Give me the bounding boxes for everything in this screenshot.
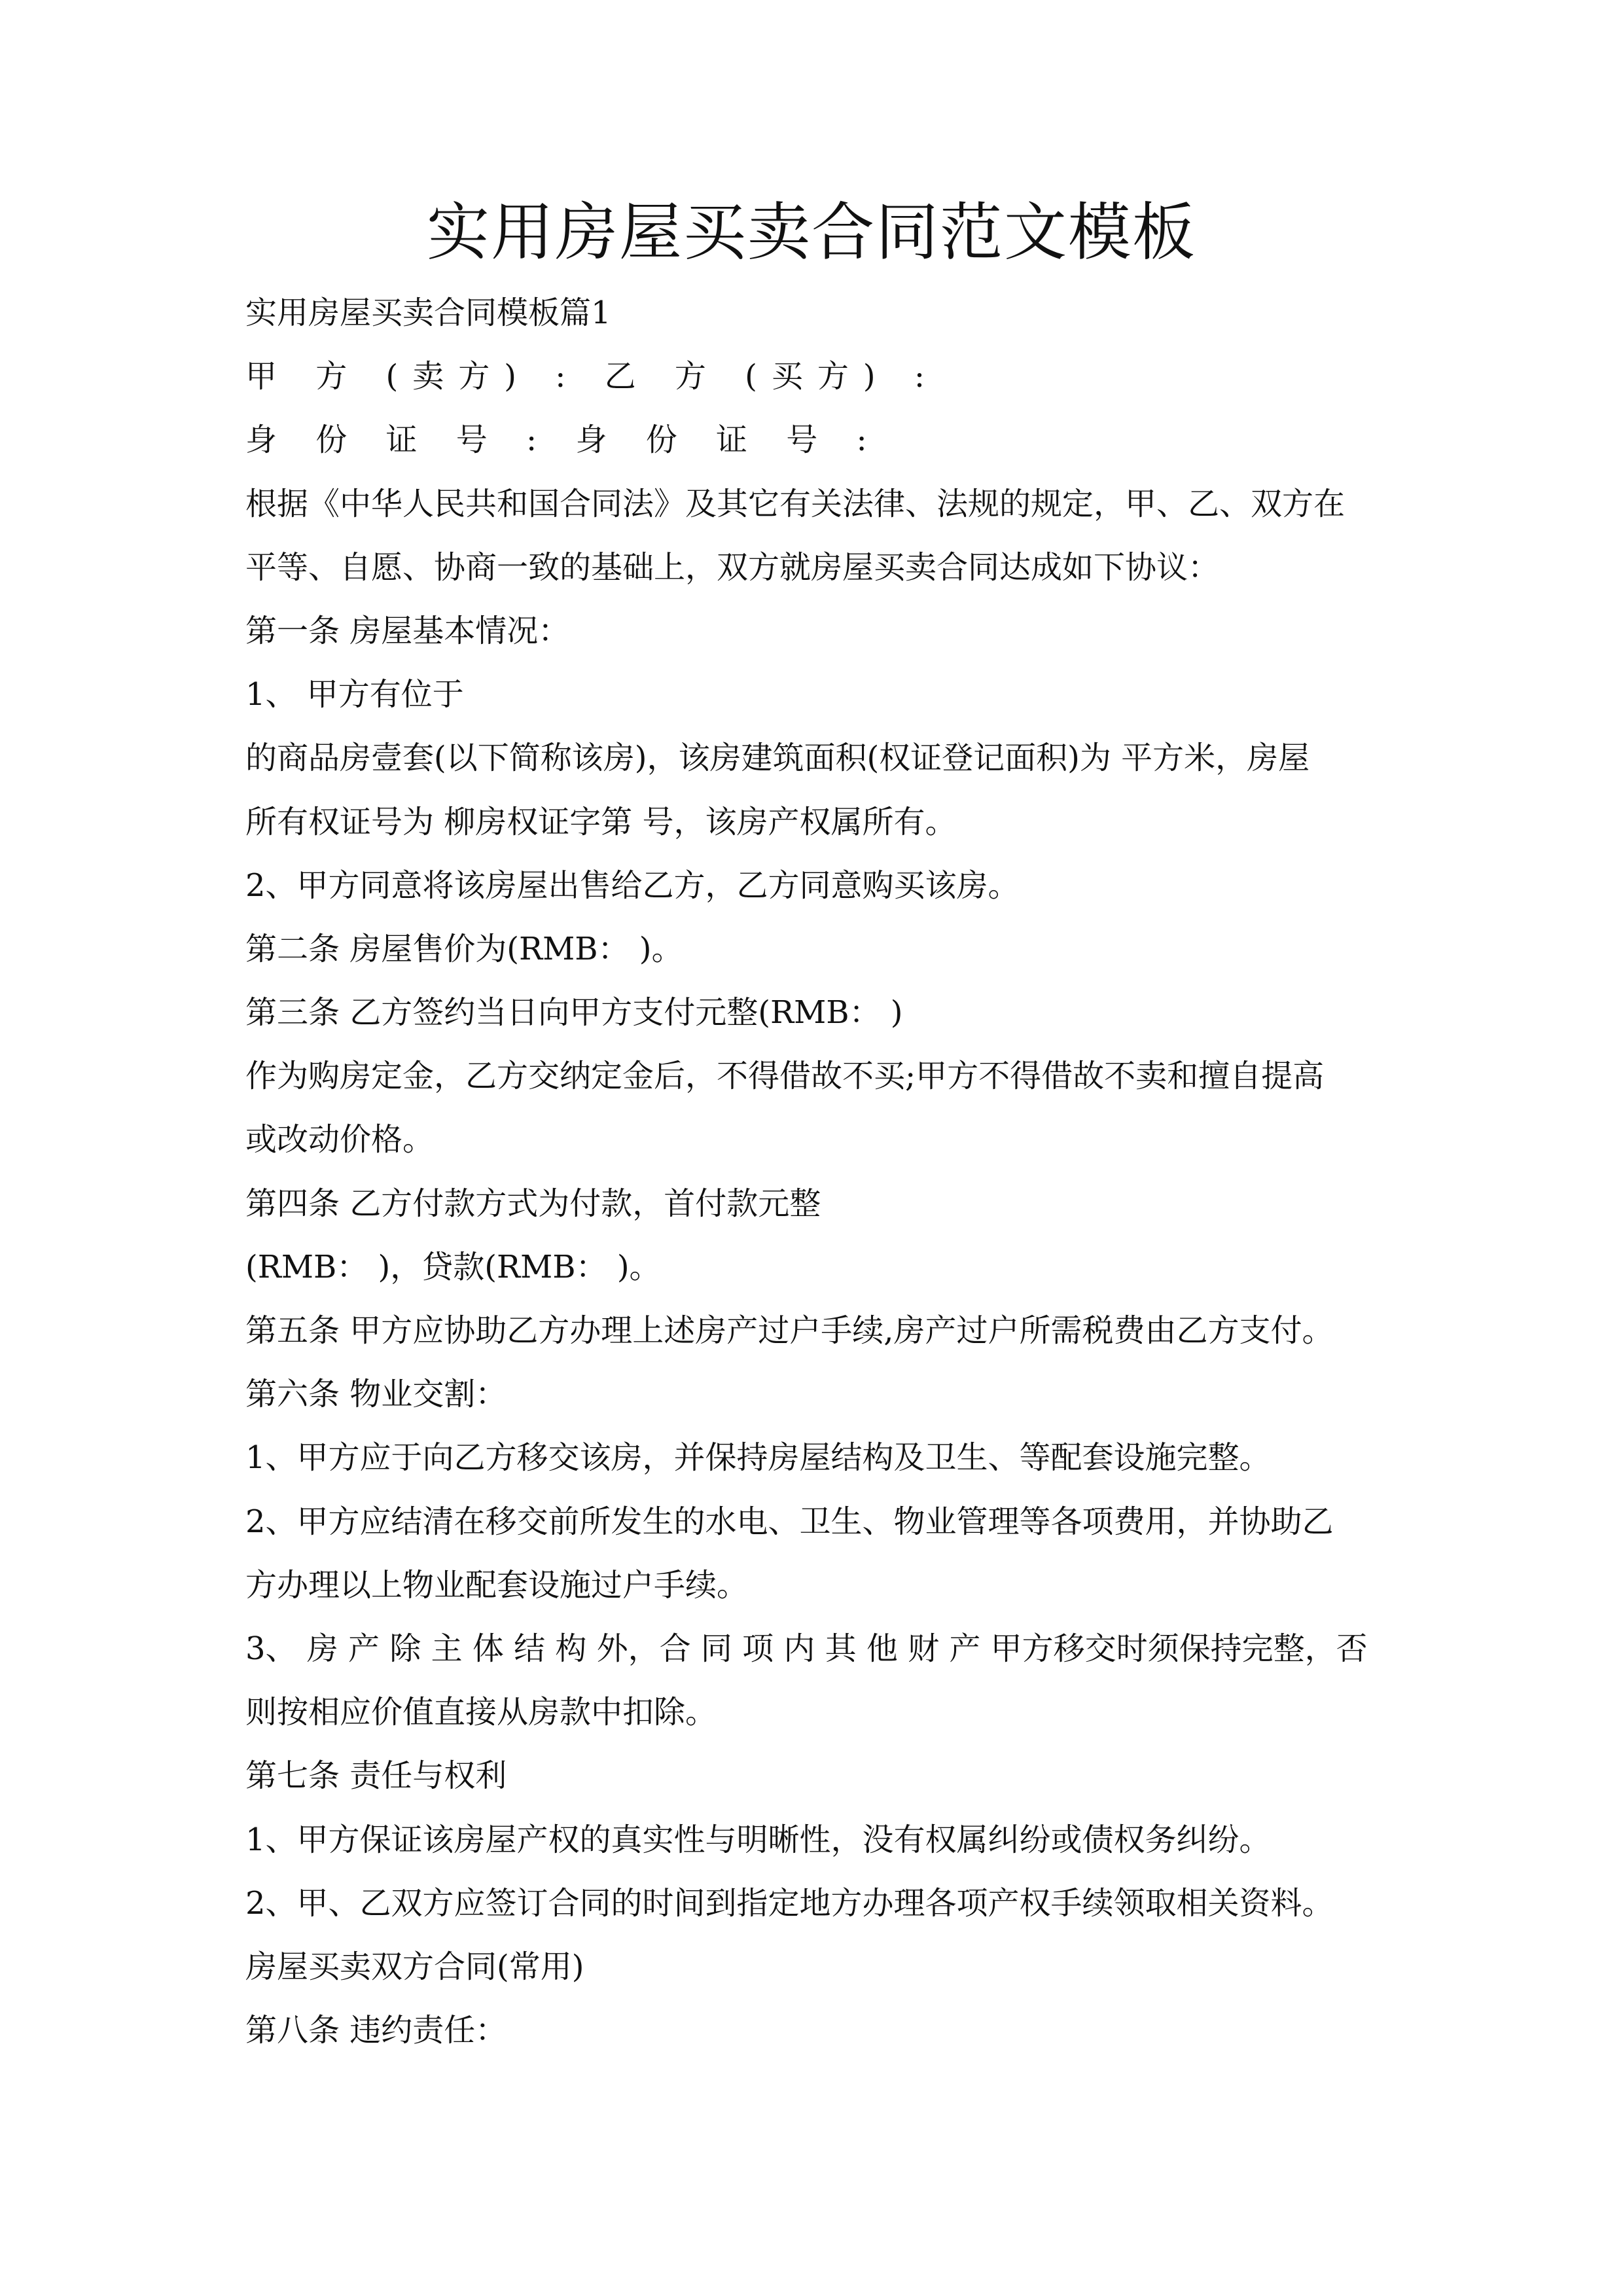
paragraph-line: 2、甲、乙双方应签订合同的时间到指定地方办理各项产权手续领取相关资料。	[245, 1884, 1334, 1922]
paragraph-line: 或改动价格。	[245, 1121, 435, 1158]
document-title: 实用房屋买卖合同范文模板	[427, 196, 1196, 269]
paragraph-line: 1、甲方应于向乙方移交该房，并保持房屋结构及卫生、等配套设施完整。	[245, 1439, 1271, 1477]
article-heading: 第八条 违约责任：	[245, 2012, 507, 2049]
paragraph-line: 作为购房定金，乙方交纳定金后，不得借故不买;甲方不得借故不卖和擅自提高	[245, 1058, 1325, 1095]
paragraph-line: 所有权证号为 柳房权证字第 号，该房产权属所有。	[245, 803, 957, 840]
paragraph-line: 2、甲方同意将该房屋出售给乙方，乙方同意购买该房。	[245, 867, 1020, 904]
article-heading: 第五条 甲方应协助乙方办理上述房产过户手续,房产过户所需税费由乙方支付。	[245, 1312, 1334, 1349]
paragraph-line: 根据《中华人民共和国合同法》及其它有关法律、法规的规定，甲、乙、双方在	[245, 485, 1346, 522]
party-names-line: 甲 方 (卖方) : 乙 方 (买方) :	[245, 358, 940, 395]
article-heading: 第二条 房屋售价为(RMB： )。	[245, 930, 683, 967]
paragraph-line: 2、甲方应结清在移交前所发生的水电、卫生、物业管理等各项费用，并协助乙	[245, 1503, 1334, 1540]
paragraph-line: 平等、自愿、协商一致的基础上，双方就房屋买卖合同达成如下协议：	[245, 548, 1220, 586]
paragraph-line: (RMB： )，贷款(RMB： )。	[245, 1248, 661, 1285]
id-number-line: 身 份 证 号 : 身 份 证 号 :	[245, 422, 882, 459]
paragraph-line: 方办理以上物业配套设施过户手续。	[245, 1566, 749, 1604]
paragraph-line: 则按相应价值直接从房款中扣除。	[245, 1694, 717, 1731]
paragraph-line: 3、 房 产 除 主 体 结 构 外，合 同 项 内 其 他 财 产 甲方移交时须保持完整，否	[245, 1630, 1368, 1667]
paragraph-line: 1、甲方保证该房屋产权的真实性与明晰性，没有权属纠纷或债权务纠纷。	[245, 1821, 1271, 1858]
section-heading: 实用房屋买卖合同模板篇1	[245, 295, 611, 331]
document-body	[245, 281, 1397, 2062]
article-heading: 第三条 乙方签约当日向甲方支付元整(RMB： )	[245, 994, 903, 1031]
paragraph-line: 1、 甲方有位于	[245, 676, 464, 713]
paragraph-line: 的商品房壹套(以下简称该房)，该房建筑面积(权证登记面积)为 平方米，房屋	[245, 740, 1310, 777]
article-heading: 第七条 责任与权利	[245, 1757, 507, 1795]
subsection-heading: 房屋买卖双方合同(常用)	[245, 1948, 584, 1985]
article-heading: 第六条 物业交割：	[245, 1376, 507, 1413]
article-heading: 第四条 乙方付款方式为付款，首付款元整	[245, 1185, 821, 1222]
article-heading: 第一条 房屋基本情况：	[245, 612, 570, 649]
